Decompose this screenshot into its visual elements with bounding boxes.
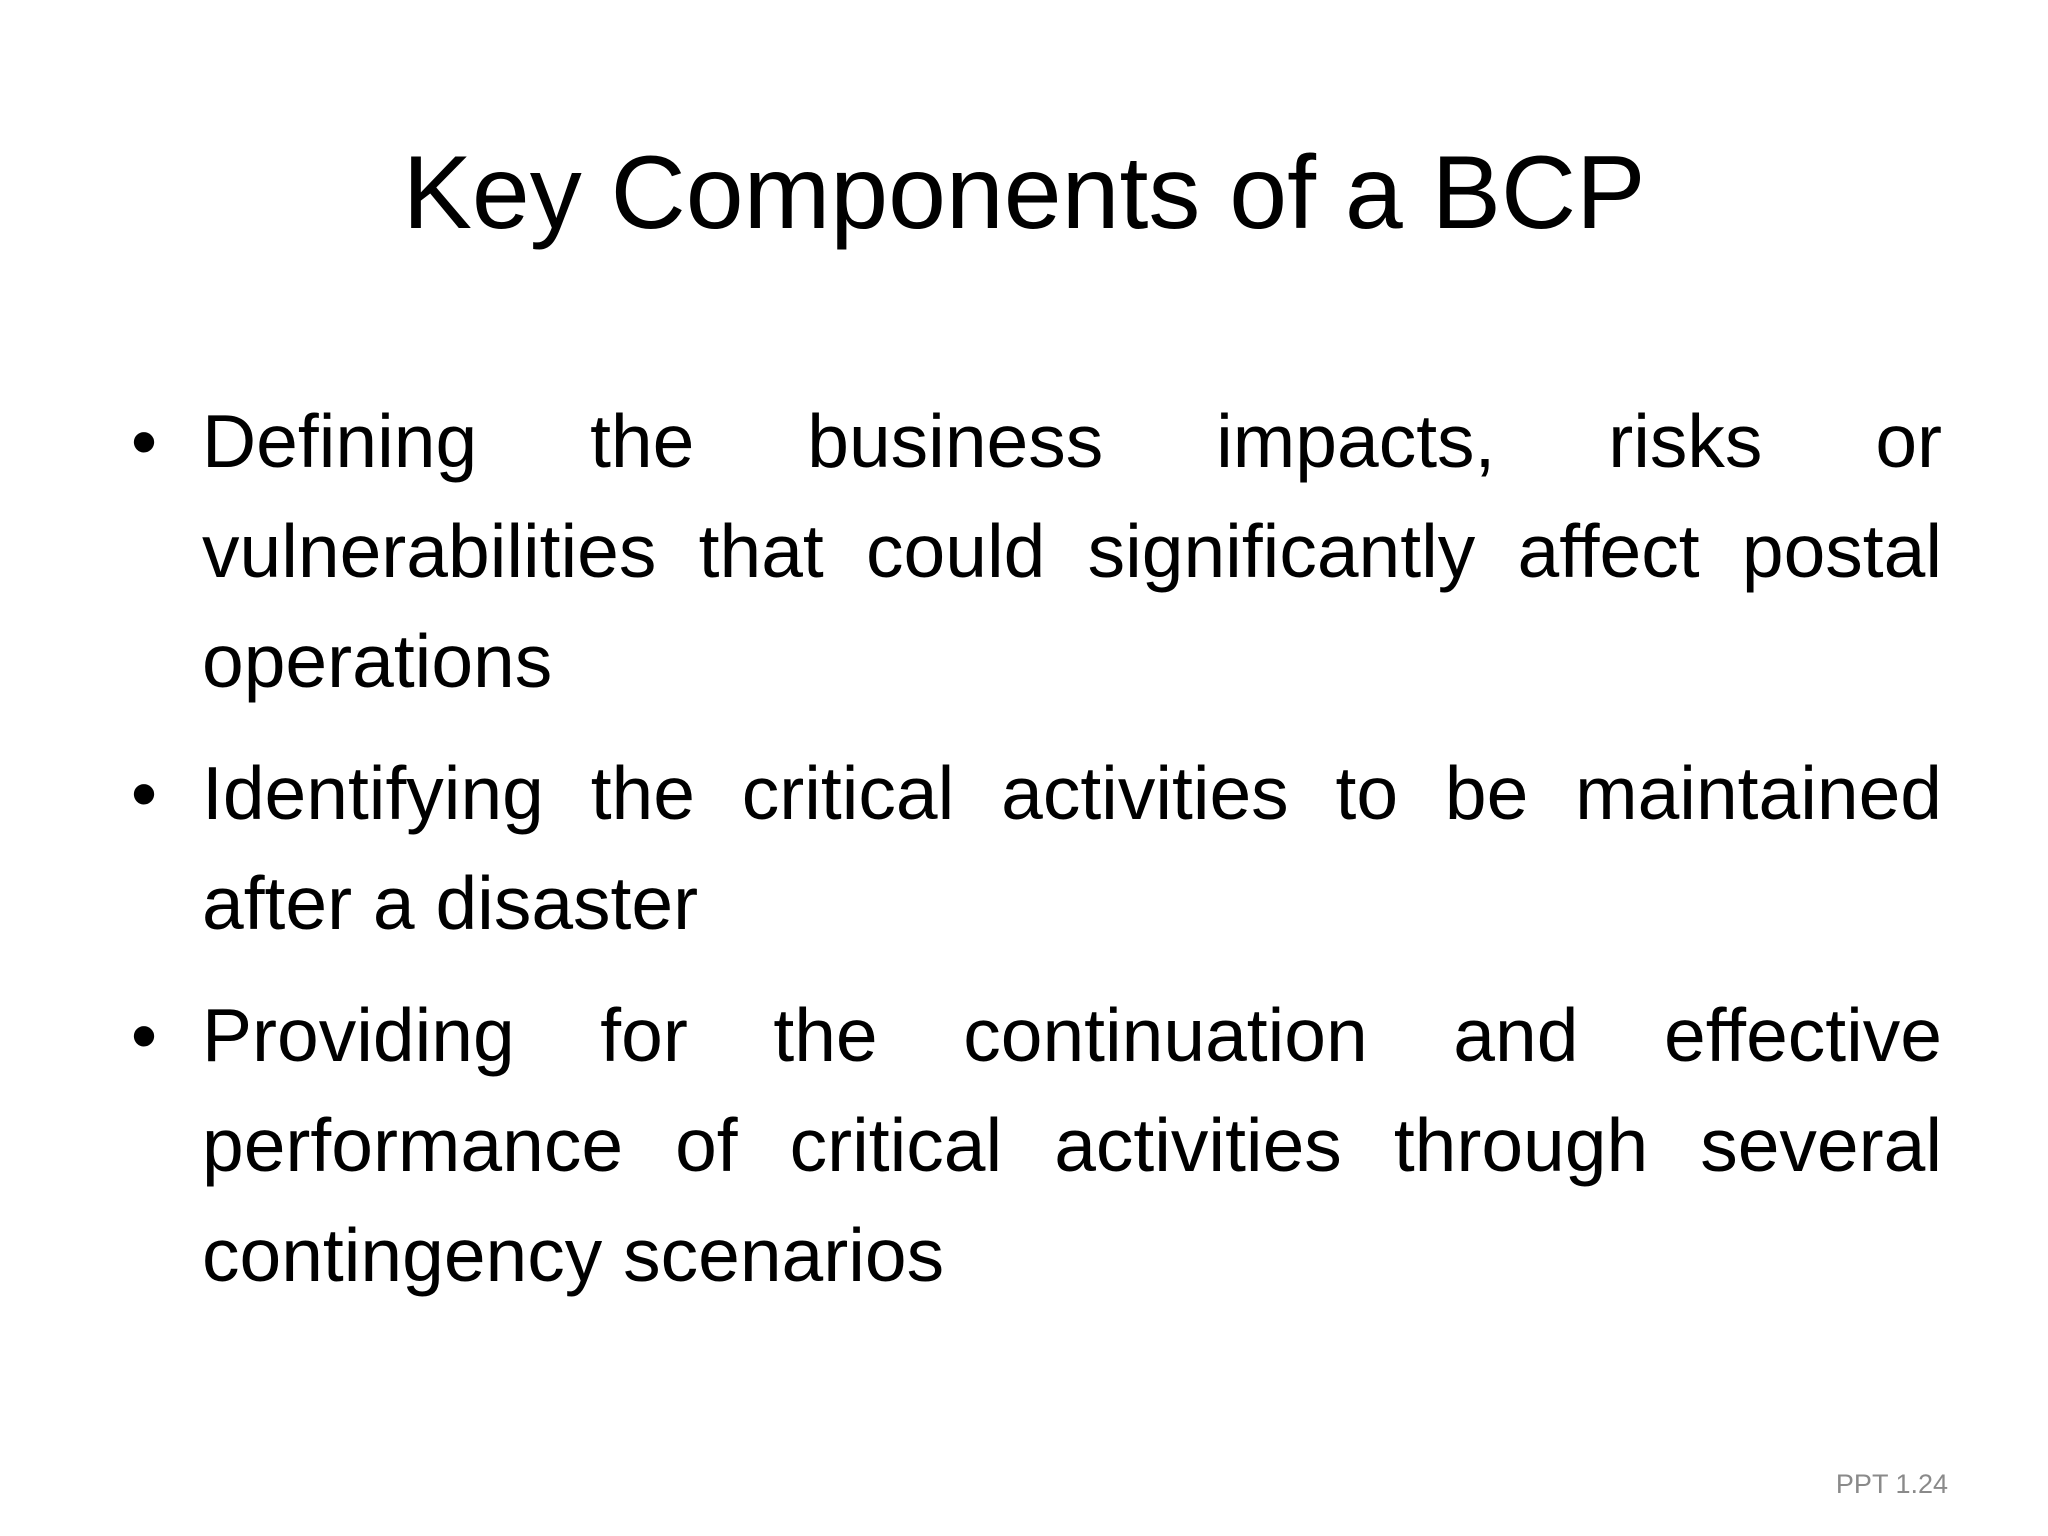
bullet-item-providing-continuation <box>130 980 1942 1310</box>
bullet-text: Providing for the continuation and effective performance of critical activities through several contingency scenarios <box>202 993 1942 1297</box>
slide-title: Key Components of a BCP <box>402 135 1646 251</box>
bullet-text: Identifying the critical activities to be maintained after a disaster <box>202 751 1942 945</box>
bullet-marker: • <box>130 993 158 1077</box>
bullet-marker: • <box>130 399 158 483</box>
bullet-list <box>130 386 1942 1332</box>
bullet-marker: • <box>130 751 158 835</box>
bullet-item-defining-impacts <box>130 386 1942 716</box>
bullet-item-identifying-activities <box>130 738 1942 958</box>
bullet-text: Defining the business impacts, risks or vulnerabilities that could significantly affect postal operations <box>202 399 1942 703</box>
slide-number: PPT 1.24 <box>1835 1469 1948 1499</box>
